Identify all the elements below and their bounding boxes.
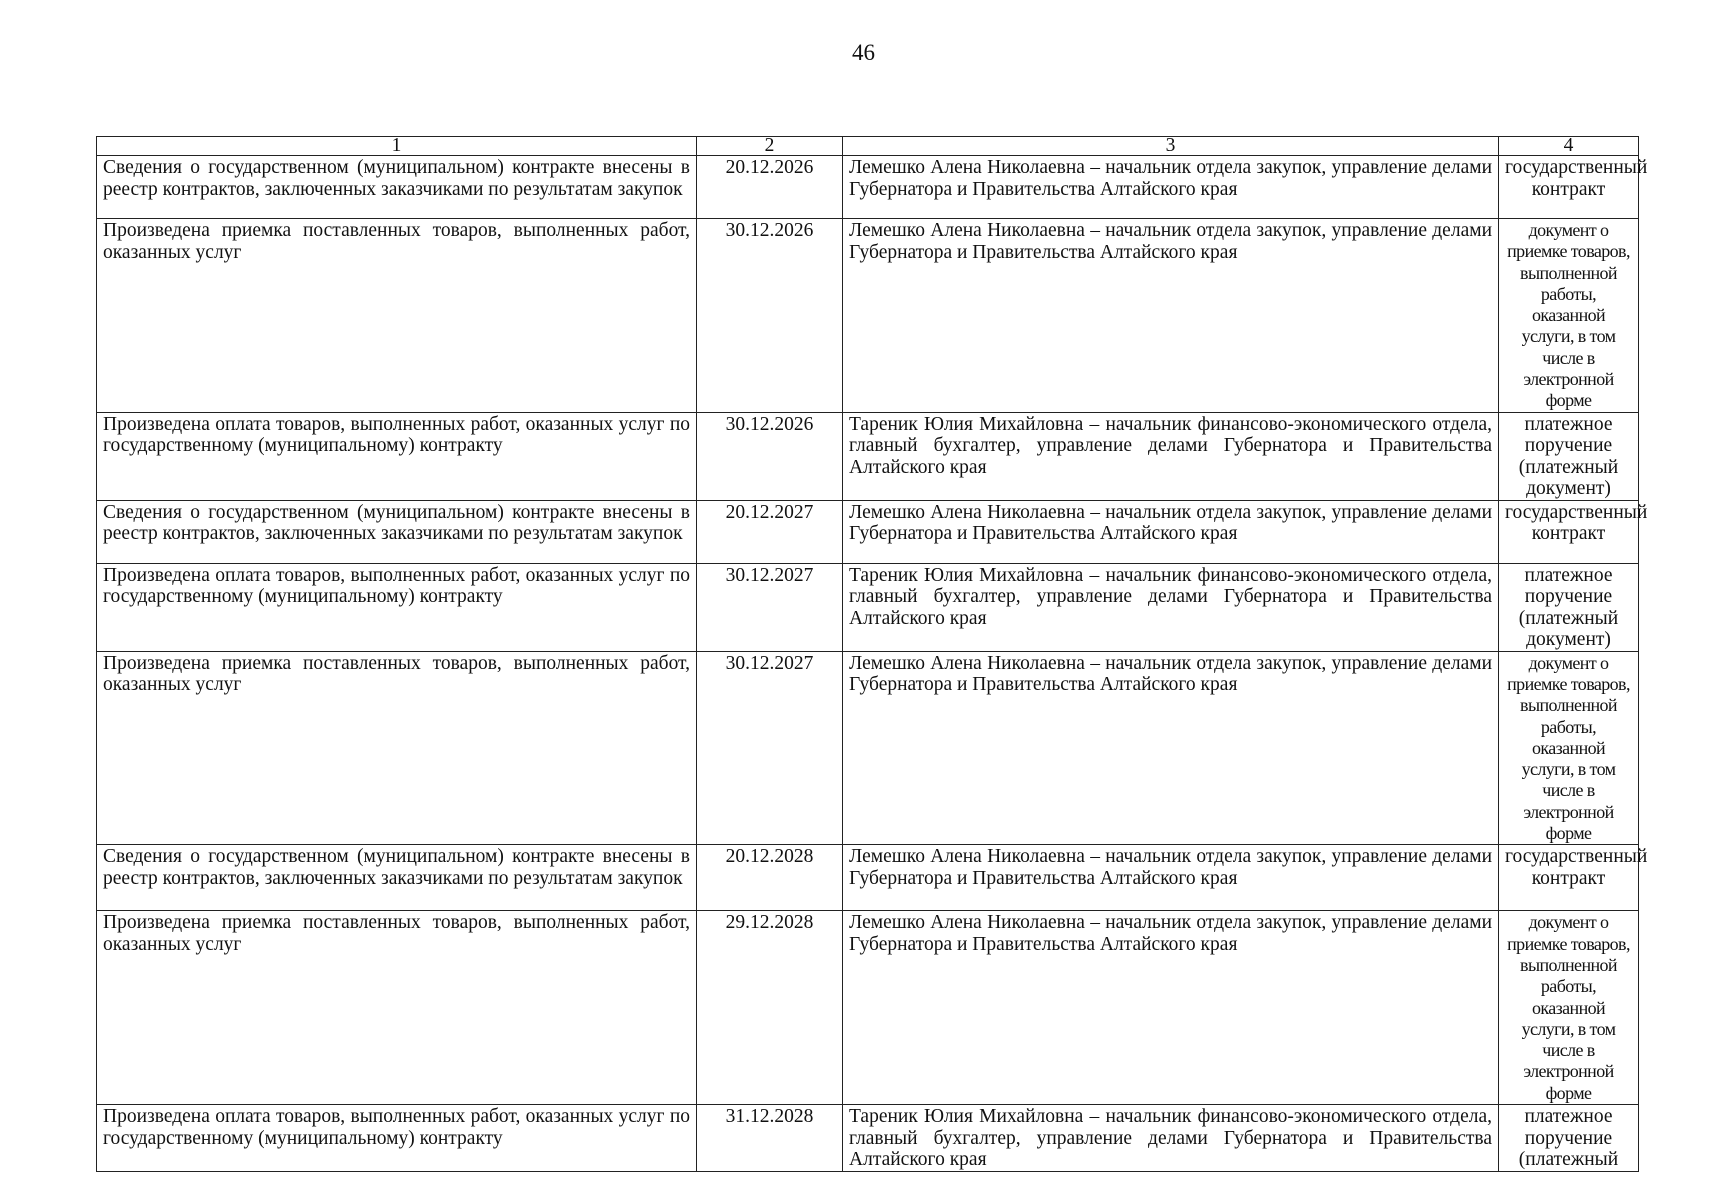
table-header-row <box>97 137 1639 156</box>
responsible-cell: Лемешко Алена Николаевна – начальник отдела закупок, управление делами Губернатора и Правительства Алтайского края <box>843 911 1499 1105</box>
document-text: государственный контракт <box>1505 846 1648 889</box>
document-cell <box>1499 500 1648 563</box>
event-cell: Произведена приемка поставленных товаров, выполненных работ, оказанных услуг <box>97 651 697 845</box>
table-row <box>97 412 1639 500</box>
responsible-cell: Лемешко Алена Николаевна – начальник отдела закупок, управление делами Губернатора и Правительства Алтайского края <box>843 500 1499 563</box>
responsible-cell: Лемешко Алена Николаевна – начальник отдела закупок, управление делами Губернатора и Правительства Алтайского края <box>843 845 1499 911</box>
document-text: государственный контракт <box>1505 501 1648 545</box>
table-row <box>97 911 1639 1105</box>
event-cell: Произведена приемка поставленных товаров, выполненных работ, оказанных услуг <box>97 911 697 1105</box>
responsible-cell: Лемешко Алена Николаевна – начальник отдела закупок, управление делами Губернатора и Правительства Алтайского края <box>843 651 1499 845</box>
event-cell: Произведена приемка поставленных товаров, выполненных работ, оказанных услуг <box>97 219 697 413</box>
document-cell <box>1499 911 1639 1105</box>
event-cell: Произведена оплата товаров, выполненных работ, оказанных услуг по государственному (муниципальному) контракту <box>97 412 697 500</box>
event-cell: Сведения о государственном (муниципальном) контракте внесены в реестр контрактов, заключенных заказчиками по результатам закупок <box>97 500 697 563</box>
event-cell: Сведения о государственном (муниципальном) контракте внесены в реестр контрактов, заключенных заказчиками по результатам закупок <box>97 845 697 911</box>
document-cell <box>1499 651 1639 845</box>
table-row <box>97 845 1639 911</box>
date-cell: 31.12.2028 <box>697 1105 843 1172</box>
column-header-4: 4 <box>1499 137 1639 156</box>
table-row <box>97 651 1639 845</box>
document-cell <box>1499 412 1639 500</box>
document-cell <box>1499 845 1648 911</box>
document-cell <box>1499 219 1639 413</box>
date-cell: 20.12.2028 <box>697 845 843 911</box>
column-header-3: 3 <box>843 137 1499 156</box>
date-cell: 30.12.2026 <box>697 219 843 413</box>
responsible-cell: Лемешко Алена Николаевна – начальник отдела закупок, управление делами Губернатора и Правительства Алтайского края <box>843 156 1499 219</box>
document-text: документ о приемке товаров, выполненной работы, оказанной услуги, в том числе в электронной форме <box>1507 912 1630 1103</box>
column-header-1: 1 <box>97 137 697 156</box>
date-cell: 20.12.2027 <box>697 500 843 563</box>
document-cell <box>1499 156 1648 219</box>
responsible-cell: Тареник Юлия Михайловна – начальник финансово-экономического отдела, главный бухгалтер, управление делами Губернатора и Правительства Алтайского края <box>843 563 1499 651</box>
table-row <box>97 563 1639 651</box>
table-row <box>97 1105 1639 1172</box>
document-text: документ о приемке товаров, выполненной работы, оказанной услуги, в том числе в электронной форме <box>1507 220 1630 411</box>
event-cell: Произведена оплата товаров, выполненных работ, оказанных услуг по государственному (муниципальному) контракту <box>97 563 697 651</box>
date-cell: 20.12.2026 <box>697 156 843 219</box>
document-text: платежное поручение (платежный документ) <box>1518 564 1619 651</box>
date-cell: 30.12.2027 <box>697 651 843 845</box>
document-text: платежное поручение (платежный <box>1518 1106 1619 1171</box>
document-cell <box>1499 563 1639 651</box>
event-cell: Произведена оплата товаров, выполненных работ, оказанных услуг по государственному (муниципальному) контракту <box>97 1105 697 1172</box>
responsible-cell: Лемешко Алена Николаевна – начальник отдела закупок, управление делами Губернатора и Правительства Алтайского края <box>843 219 1499 413</box>
table-row <box>97 156 1639 219</box>
document-text: государственный контракт <box>1505 157 1648 200</box>
schedule-table <box>96 135 1648 1172</box>
document-text: документ о приемке товаров, выполненной работы, оказанной услуги, в том числе в электронной форме <box>1507 652 1630 844</box>
document-cell <box>1499 1105 1639 1172</box>
responsible-cell: Тареник Юлия Михайловна – начальник финансово-экономического отдела, главный бухгалтер, управление делами Губернатора и Правительства Алтайского края <box>843 1105 1499 1172</box>
column-header-2: 2 <box>697 137 843 156</box>
event-cell: Сведения о государственном (муниципальном) контракте внесены в реестр контрактов, заключенных заказчиками по результатам закупок <box>97 156 697 219</box>
responsible-cell: Тареник Юлия Михайловна – начальник финансово-экономического отдела, главный бухгалтер, управление делами Губернатора и Правительства Алтайского края <box>843 412 1499 500</box>
date-cell: 30.12.2026 <box>697 412 843 500</box>
page-number: 46 <box>852 40 875 65</box>
table-row <box>97 500 1639 563</box>
date-cell: 29.12.2028 <box>697 911 843 1105</box>
table-row <box>97 219 1639 413</box>
document-text: платежное поручение (платежный документ) <box>1518 413 1619 500</box>
date-cell: 30.12.2027 <box>697 563 843 651</box>
